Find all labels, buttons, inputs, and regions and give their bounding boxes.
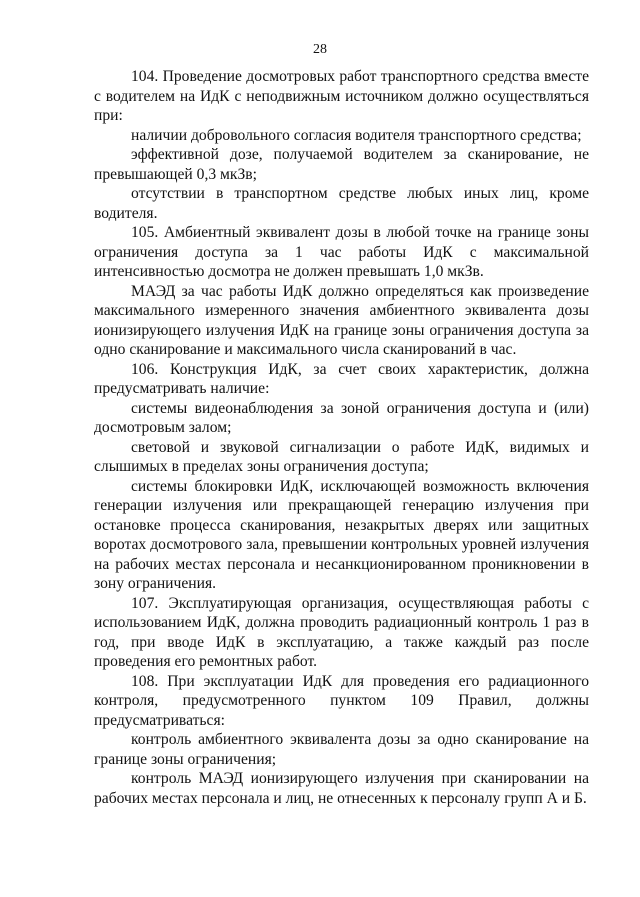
paragraph-105-maed: МАЭД за час работы ИдК должно определяться как произведение максимального измеренного значения амбиентного эквивалента дозы ионизирующего излучения ИдК на границе зоны ограничения доступа за одно сканирование и максимального числа сканирований в час. — [94, 282, 589, 358]
paragraph-105: 105. Амбиентный эквивалент дозы в любой точке на границе зоны ограничения доступа за 1 час работы ИдК с максимальной интенсивностью досмотра не должен превышать 1,0 мкЗв. — [94, 224, 589, 280]
paragraph-104-condition-consent: наличии добровольного согласия водителя транспортного средства; — [131, 126, 582, 144]
paragraph-104-condition-no-others: отсутствии в транспортном средстве любых иных лиц, кроме водителя. — [94, 185, 589, 222]
document-body — [94, 67, 589, 808]
paragraph-104-condition-dose: эффективной дозе, получаемой водителем за сканирование, не превышающей 0,3 мкЗв; — [94, 146, 589, 183]
paragraph-108-ambient-control: контроль амбиентного эквивалента дозы за одно сканирование на границе зоны ограничения; — [94, 731, 589, 768]
paragraph-108-maed-control: контроль МАЭД ионизирующего излучения при сканировании на рабочих местах персонала и лиц, не отнесенных к персоналу групп А и Б. — [94, 770, 589, 807]
paragraph-108: 108. При эксплуатации ИдК для проведения его радиационного контроля, предусмотренного пунктом 109 Правил, должны предусматриваться: — [94, 672, 589, 729]
paragraph-107: 107. Эксплуатирующая организация, осуществляющая работы с использованием ИдК, должна проводить радиационный контроль 1 раз в год, при вводе ИдК в эксплуатацию, а также каждый раз после проведения его ремонтных работ. — [94, 594, 589, 670]
paragraph-106-video: системы видеонаблюдения за зоной ограничения доступа и (или) досмотровым залом; — [94, 399, 589, 436]
paragraph-106-signal: световой и звуковой сигнализации о работе ИдК, видимых и слышимых в пределах зоны ограничения доступа; — [94, 438, 589, 475]
paragraph-106: 106. Конструкция ИдК, за счет своих характеристик, должна предусматривать наличие: — [94, 360, 589, 397]
paragraph-106-blocking: системы блокировки ИдК, исключающей возможность включения генерации излучения или прекращающей генерацию излучения при остановке процесса сканирования, незакрытых дверях или защитных воротах досмотрового зала, превышении контрольных уровней излучения на рабочих местах персонала и несанкционированном проникновении в зону ограничения. — [94, 477, 589, 592]
page-number: 28 — [313, 42, 327, 57]
paragraph-104: 104. Проведение досмотровых работ транспортного средства вместе с водителем на ИдК с неподвижным источником должно осуществляться при: — [94, 68, 589, 124]
